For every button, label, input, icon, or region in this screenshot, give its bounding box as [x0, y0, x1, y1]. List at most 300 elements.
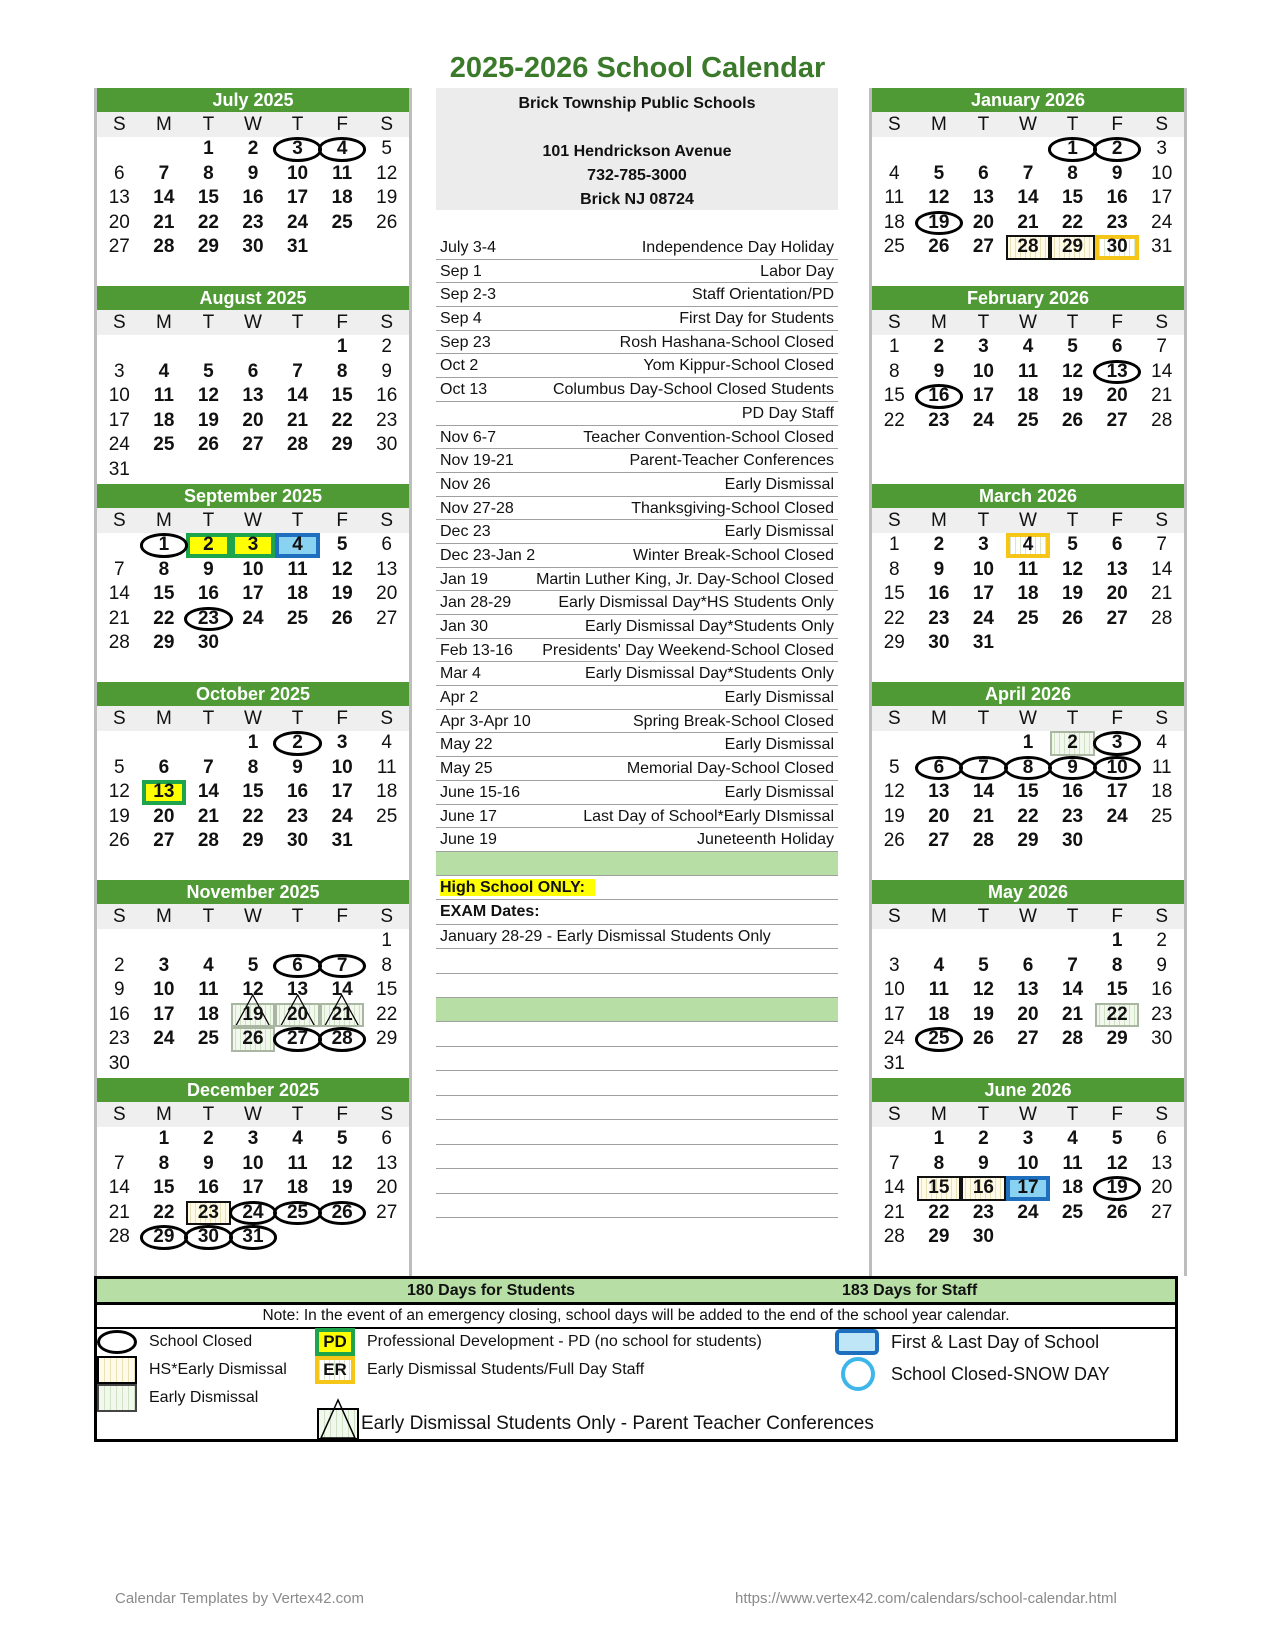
- day-number: 19: [972, 1003, 994, 1025]
- weekday-label: S: [380, 312, 394, 333]
- event-date: Sep 4: [440, 310, 482, 328]
- day-cell: [872, 1225, 917, 1250]
- day-number: 4: [292, 1128, 303, 1149]
- day-cell: [961, 558, 1006, 583]
- day-cell: [917, 954, 962, 979]
- empty-cell: [917, 929, 962, 954]
- day-cell: [1050, 211, 1095, 236]
- weekday-label: T: [977, 1104, 990, 1125]
- empty-cell: [1050, 929, 1095, 954]
- day-cell-closed: [231, 1225, 276, 1250]
- weekday-label: T: [291, 114, 304, 135]
- weekday-header: [97, 310, 409, 335]
- event-date: Oct 2: [440, 357, 479, 375]
- day-number: 22: [1061, 211, 1084, 233]
- day-number: 19: [1061, 583, 1084, 604]
- empty-cell: [142, 137, 187, 162]
- day-number: 6: [1022, 954, 1034, 976]
- day-number: 10: [242, 1152, 264, 1174]
- day-cell: [1095, 335, 1140, 360]
- day-cell: [142, 211, 187, 236]
- day-number: 8: [1111, 954, 1123, 976]
- day-cell: [320, 558, 365, 583]
- day-number: 27: [108, 236, 130, 257]
- weekday-header: [97, 508, 409, 533]
- day-cell: [1050, 558, 1095, 583]
- event-row: [436, 449, 838, 473]
- day-number: 8: [158, 558, 170, 580]
- empty-cell: [961, 137, 1006, 162]
- day-number: 29: [1106, 1028, 1128, 1049]
- day-number: 24: [153, 1028, 175, 1049]
- event-row: [436, 805, 838, 829]
- day-cell-closed: [320, 954, 365, 979]
- day-number: 19: [331, 1177, 353, 1198]
- day-cell: [142, 805, 187, 830]
- month-may-2026: [872, 880, 1184, 1078]
- day-number: 2: [978, 1128, 989, 1149]
- day-cell: [320, 756, 365, 781]
- day-cell: [231, 1152, 276, 1177]
- day-number: 6: [1156, 1128, 1167, 1149]
- day-cell: [320, 731, 365, 756]
- day-number: 14: [1061, 979, 1084, 1000]
- day-number: 6: [247, 360, 259, 382]
- day-cell: [364, 1027, 409, 1052]
- day-number: 30: [242, 236, 264, 257]
- day-cell-closed: [142, 1225, 187, 1250]
- weekday-label: S: [887, 1104, 901, 1125]
- day-number: 15: [376, 979, 398, 1000]
- empty-cell: [961, 929, 1006, 954]
- day-number: 26: [1061, 409, 1084, 431]
- day-number: 13: [1151, 1152, 1173, 1174]
- day-cell: [275, 1152, 320, 1177]
- day-cell: [186, 162, 231, 187]
- day-cell: [364, 558, 409, 583]
- day-number: 13: [972, 187, 994, 208]
- day-number: 25: [1017, 607, 1039, 629]
- day-cell: [917, 607, 962, 632]
- day-cell: [320, 582, 365, 607]
- day-cell: [364, 780, 409, 805]
- day-number: 12: [928, 187, 950, 208]
- event-description: Last Day of School*Early DIsmissal: [583, 807, 834, 825]
- day-cell: [872, 533, 917, 558]
- day-number: 11: [928, 979, 949, 1000]
- weekday-label: T: [202, 1104, 215, 1125]
- day-number: 24: [242, 1201, 264, 1223]
- footer-url[interactable]: https://www.vertex42.com/calendars/school-calendar.html: [735, 1590, 1117, 1607]
- day-number: 8: [203, 162, 214, 184]
- day-cell: [186, 756, 231, 781]
- day-number: 19: [331, 583, 353, 604]
- day-cell: [142, 1176, 187, 1201]
- day-number: 18: [1017, 385, 1039, 406]
- day-number: 21: [108, 607, 130, 629]
- event-description: Winter Break-School Closed: [633, 546, 834, 564]
- weekday-label: T: [977, 312, 990, 333]
- day-cell: [1139, 186, 1184, 211]
- event-description: Teacher Convention-School Closed: [583, 428, 834, 446]
- day-cell: [142, 1127, 187, 1152]
- day-cell-closed: [1006, 756, 1051, 781]
- month-november-2025: [97, 880, 409, 1078]
- legend-closed: School Closed: [97, 1329, 252, 1355]
- day-cell: [961, 805, 1006, 830]
- day-number: 14: [286, 385, 309, 406]
- day-number: 20: [928, 805, 950, 827]
- month-header: December 2025: [97, 1078, 409, 1102]
- day-cell: [142, 235, 187, 260]
- day-number: 26: [197, 434, 219, 455]
- weekday-label: T: [1066, 114, 1079, 135]
- day-number: 20: [242, 409, 264, 431]
- day-cell: [1139, 1201, 1184, 1226]
- day-cell: [97, 829, 142, 854]
- month-april-2026: [872, 682, 1184, 880]
- event-date: Jan 19: [440, 570, 489, 588]
- day-number: 10: [108, 385, 130, 406]
- day-number: 13: [376, 1152, 398, 1174]
- day-cell-hs: [1006, 235, 1051, 260]
- day-number: 29: [883, 632, 905, 653]
- event-date: Nov 27-28: [440, 499, 514, 517]
- day-cell: [872, 607, 917, 632]
- day-number: 9: [203, 1152, 214, 1174]
- weekday-label: M: [155, 114, 172, 135]
- day-number: 22: [376, 1003, 398, 1025]
- day-number: 14: [331, 979, 353, 1000]
- day-number: 12: [242, 979, 264, 1000]
- month-september-2025: [97, 484, 409, 682]
- day-cell: [1139, 929, 1184, 954]
- day-cell: [97, 756, 142, 781]
- day-cell: [275, 558, 320, 583]
- day-cell: [1139, 533, 1184, 558]
- day-cell-hs: [1050, 235, 1095, 260]
- day-cell-ed: [1095, 1003, 1140, 1028]
- day-number: 17: [242, 583, 264, 604]
- day-cell: [97, 1225, 142, 1250]
- day-number: 27: [1106, 607, 1128, 629]
- event-description: PD Day Staff: [741, 404, 834, 422]
- day-cell: [872, 335, 917, 360]
- circle-icon: [841, 1357, 875, 1391]
- blank-row: [436, 1022, 838, 1047]
- day-number: 26: [928, 236, 950, 257]
- day-cell: [1095, 1152, 1140, 1177]
- event-date: Apr 3-Apr 10: [440, 712, 531, 730]
- day-number: 5: [1067, 336, 1078, 357]
- day-cell: [872, 582, 917, 607]
- day-number: 31: [972, 632, 994, 653]
- day-cell: [1095, 186, 1140, 211]
- day-cell: [917, 780, 962, 805]
- weekday-header: [872, 706, 1184, 731]
- day-cell: [97, 384, 142, 409]
- empty-cell: [872, 1127, 917, 1152]
- day-number: 14: [972, 781, 994, 802]
- weekday-label: W: [244, 312, 262, 333]
- day-cell: [97, 582, 142, 607]
- day-number: 23: [928, 409, 950, 431]
- empty-cell: [97, 533, 142, 558]
- day-number: 3: [1022, 1128, 1034, 1149]
- day-cell: [872, 978, 917, 1003]
- weekday-header: [872, 1102, 1184, 1127]
- day-cell-ptc: [231, 1003, 276, 1028]
- day-cell: [186, 780, 231, 805]
- day-cell: [1006, 211, 1051, 236]
- day-cell: [97, 558, 142, 583]
- weekday-label: M: [155, 312, 172, 333]
- day-grid: [872, 731, 1184, 854]
- day-cell-closed: [275, 1027, 320, 1052]
- day-number: 5: [336, 1128, 348, 1149]
- weekday-label: F: [336, 906, 348, 927]
- day-number: 4: [888, 162, 900, 184]
- day-cell: [1050, 1127, 1095, 1152]
- day-cell: [142, 558, 187, 583]
- day-number: 30: [928, 632, 950, 653]
- event-description: Staff Orientation/PD: [692, 286, 834, 304]
- district-address: 101 Hendrickson Avenue: [542, 143, 732, 160]
- day-cell: [231, 186, 276, 211]
- day-number: 1: [1111, 930, 1123, 951]
- day-number: 29: [153, 632, 175, 653]
- day-number: 28: [108, 632, 130, 653]
- day-cell: [320, 162, 365, 187]
- day-cell: [961, 954, 1006, 979]
- day-cell: [1050, 533, 1095, 558]
- day-number: 13: [108, 187, 130, 208]
- day-cell: [231, 433, 276, 458]
- day-grid: [872, 533, 1184, 656]
- weekday-label: W: [1019, 312, 1037, 333]
- day-number: 12: [972, 979, 994, 1000]
- event-date: Nov 26: [440, 475, 491, 493]
- event-row: [436, 473, 838, 497]
- day-cell-closed: [1050, 137, 1095, 162]
- day-number: 25: [286, 1201, 309, 1223]
- day-cell: [1095, 533, 1140, 558]
- day-cell: [142, 978, 187, 1003]
- weekday-label: F: [336, 510, 348, 531]
- day-number: 8: [247, 756, 259, 778]
- weekday-label: S: [1155, 510, 1169, 531]
- day-number: 2: [292, 732, 303, 753]
- day-number: 9: [247, 162, 259, 184]
- day-number: 17: [1017, 1177, 1039, 1198]
- day-cell: [1139, 978, 1184, 1003]
- day-number: 9: [933, 558, 945, 580]
- day-cell: [872, 1003, 917, 1028]
- day-number: 31: [331, 830, 353, 851]
- weekday-label: S: [112, 708, 126, 729]
- event-date: Feb 13-16: [440, 641, 513, 659]
- weekday-label: M: [930, 510, 947, 531]
- day-cell: [1006, 558, 1051, 583]
- month-october-2025: [97, 682, 409, 880]
- day-number: 22: [153, 607, 175, 629]
- day-cell: [872, 954, 917, 979]
- day-cell: [1050, 384, 1095, 409]
- day-cell: [364, 360, 409, 385]
- day-cell: [1095, 1027, 1140, 1052]
- day-number: 16: [286, 781, 309, 802]
- day-number: 3: [247, 1128, 259, 1149]
- event-row: [436, 710, 838, 734]
- oval-icon: [97, 1330, 137, 1354]
- month-july-2025: [97, 88, 409, 286]
- day-cell: [142, 1152, 187, 1177]
- day-number: 1: [933, 1128, 945, 1149]
- day-cell: [364, 929, 409, 954]
- weekday-label: S: [887, 114, 901, 135]
- event-date: Jan 30: [440, 618, 489, 635]
- district-phone: 732-785-3000: [587, 167, 687, 184]
- day-cell: [961, 360, 1006, 385]
- day-cell: [1139, 756, 1184, 781]
- day-number: 9: [113, 979, 125, 1000]
- day-number: 6: [933, 756, 945, 778]
- day-number: 31: [286, 236, 309, 257]
- day-number: 20: [1106, 583, 1128, 604]
- day-number: 4: [1156, 732, 1167, 753]
- hatched-box-icon: [97, 1356, 137, 1384]
- day-cell: [872, 1176, 917, 1201]
- day-number: 16: [376, 385, 398, 406]
- empty-cell: [97, 335, 142, 360]
- day-cell: [364, 1152, 409, 1177]
- day-number: 7: [203, 756, 214, 778]
- day-cell: [1095, 409, 1140, 434]
- day-cell-closed: [917, 756, 962, 781]
- event-row: [436, 544, 838, 568]
- day-cell: [1139, 1176, 1184, 1201]
- day-cell: [872, 162, 917, 187]
- day-number: 28: [1017, 236, 1039, 257]
- day-number: 4: [381, 732, 392, 753]
- day-number: 24: [972, 409, 994, 431]
- day-cell: [364, 162, 409, 187]
- day-number: 29: [1017, 830, 1039, 851]
- day-cell-closed: [231, 1201, 276, 1226]
- day-number: 1: [203, 138, 214, 159]
- day-number: 23: [197, 607, 219, 629]
- day-cell: [97, 1176, 142, 1201]
- day-cell: [186, 978, 231, 1003]
- day-number: 2: [1156, 930, 1167, 951]
- day-cell: [320, 384, 365, 409]
- weekday-label: T: [977, 708, 990, 729]
- weekday-label: T: [1066, 510, 1079, 531]
- day-cell: [1050, 607, 1095, 632]
- day-cell: [1095, 582, 1140, 607]
- day-number: 9: [381, 360, 392, 382]
- day-number: 17: [108, 409, 130, 431]
- weekday-label: T: [977, 906, 990, 927]
- day-number: 19: [197, 409, 219, 431]
- day-cell: [275, 805, 320, 830]
- day-cell: [186, 186, 231, 211]
- day-cell: [275, 1127, 320, 1152]
- event-description: Early Dismissal: [724, 523, 834, 541]
- day-number: 15: [1061, 187, 1084, 208]
- day-number: 4: [203, 954, 214, 976]
- day-cell: [1050, 1003, 1095, 1028]
- day-cell: [961, 631, 1006, 656]
- day-cell: [1095, 162, 1140, 187]
- day-number: 21: [883, 1201, 905, 1223]
- day-grid: [97, 533, 409, 656]
- day-cell: [1006, 1127, 1051, 1152]
- day-cell: [231, 1127, 276, 1152]
- day-number: 2: [1111, 138, 1123, 159]
- day-cell: [142, 1201, 187, 1226]
- day-number: 11: [198, 979, 219, 1000]
- weekday-label: W: [1019, 510, 1037, 531]
- day-cell-ed: [1050, 731, 1095, 756]
- weekday-label: S: [112, 510, 126, 531]
- day-cell-closed: [1095, 360, 1140, 385]
- month-header: August 2025: [97, 286, 409, 310]
- event-description: Early Dismissal: [724, 736, 834, 754]
- day-cell: [961, 235, 1006, 260]
- day-cell: [872, 1052, 917, 1077]
- day-cell-closed: [186, 607, 231, 632]
- weekday-header: [97, 1102, 409, 1127]
- event-row: [436, 260, 838, 284]
- event-row: [436, 662, 838, 686]
- day-cell: [1095, 1201, 1140, 1226]
- day-cell: [142, 384, 187, 409]
- day-cell: [275, 162, 320, 187]
- day-number: 15: [1106, 979, 1128, 1000]
- day-cell: [1095, 929, 1140, 954]
- day-number: 18: [376, 781, 398, 802]
- day-number: 11: [153, 385, 174, 406]
- day-cell: [231, 805, 276, 830]
- weekday-label: S: [380, 1104, 394, 1125]
- day-number: 12: [331, 1152, 353, 1174]
- day-number: 5: [978, 954, 989, 976]
- day-number: 2: [1067, 732, 1078, 753]
- day-cell-closed: [961, 756, 1006, 781]
- weekday-label: F: [1111, 510, 1123, 531]
- weekday-label: T: [291, 1104, 304, 1125]
- weekday-label: M: [930, 906, 947, 927]
- weekday-label: W: [1019, 708, 1037, 729]
- weekday-label: M: [155, 510, 172, 531]
- day-cell: [917, 805, 962, 830]
- day-cell: [1139, 211, 1184, 236]
- event-row: [436, 733, 838, 757]
- day-cell: [186, 1176, 231, 1201]
- day-cell: [1050, 805, 1095, 830]
- event-description: First Day for Students: [679, 310, 834, 328]
- day-number: 28: [197, 830, 219, 851]
- weekday-label: T: [291, 312, 304, 333]
- day-number: 1: [888, 336, 900, 357]
- day-number: 7: [1022, 162, 1034, 184]
- day-number: 7: [113, 1152, 125, 1174]
- day-number: 24: [972, 607, 994, 629]
- event-date: Sep 2-3: [440, 286, 497, 304]
- day-cell: [961, 607, 1006, 632]
- day-cell-closed: [917, 384, 962, 409]
